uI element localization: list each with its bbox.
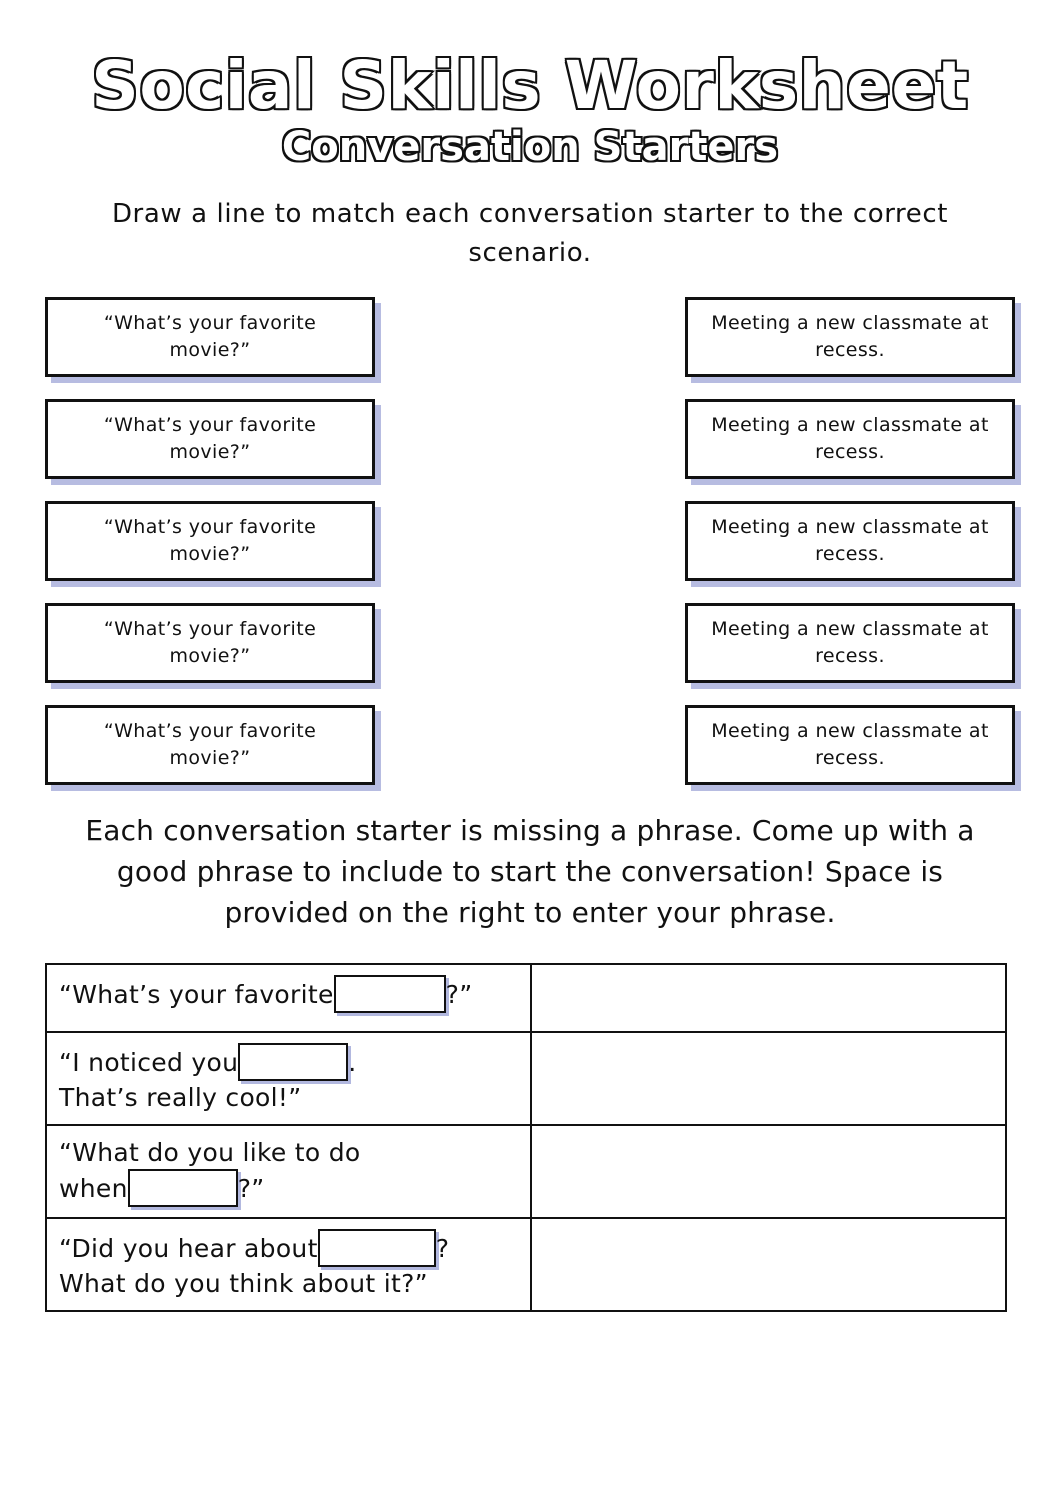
table-row bbox=[46, 1125, 1006, 1218]
table-row bbox=[46, 1218, 1006, 1311]
match-box-right[interactable]: Meeting a new classmate at recess. bbox=[685, 399, 1015, 479]
table-row bbox=[46, 1032, 1006, 1125]
matching-instructions: Draw a line to match each conversation starter to the correct scenario. bbox=[111, 199, 949, 269]
match-box-left[interactable]: “What’s your favorite movie?” bbox=[45, 501, 375, 581]
prompt-text-after: ?” bbox=[445, 980, 473, 1010]
prompt-line bbox=[59, 975, 518, 1013]
match-box-right[interactable]: Meeting a new classmate at recess. bbox=[685, 297, 1015, 377]
matching-right-column bbox=[685, 297, 1015, 785]
prompt-cell bbox=[46, 1218, 531, 1311]
blank-field[interactable] bbox=[334, 975, 446, 1013]
prompt-text-after: ? bbox=[435, 1234, 450, 1264]
prompt-cell bbox=[46, 1032, 531, 1125]
prompt-text-after: . bbox=[348, 1048, 357, 1078]
match-box-right[interactable]: Meeting a new classmate at recess. bbox=[685, 501, 1015, 581]
prompt-second-line: That’s really cool!” bbox=[59, 1083, 302, 1113]
answer-cell[interactable] bbox=[531, 1125, 1006, 1218]
prompt-line bbox=[59, 1169, 518, 1207]
prompt-text-before: “Did you hear about bbox=[59, 1234, 318, 1264]
prompt-line bbox=[59, 1229, 518, 1267]
prompt-text-before: when bbox=[59, 1174, 128, 1204]
match-box-right[interactable]: Meeting a new classmate at recess. bbox=[685, 603, 1015, 683]
table-row bbox=[46, 964, 1006, 1032]
prompt-cell bbox=[46, 1125, 531, 1218]
blank-field[interactable] bbox=[128, 1169, 238, 1207]
fill-in-instructions: Each conversation starter is missing a phrase. Come up with a good phrase to include to start the conversation! Space is provided on the right to enter your phrase. bbox=[85, 814, 975, 929]
answer-cell[interactable] bbox=[531, 1218, 1006, 1311]
blank-field[interactable] bbox=[318, 1229, 436, 1267]
fill-in-table bbox=[45, 963, 1007, 1312]
match-box-left[interactable]: “What’s your favorite movie?” bbox=[45, 603, 375, 683]
prompt-line bbox=[59, 1043, 518, 1081]
page-title: Social Skills Worksheet bbox=[91, 47, 969, 124]
blank-field[interactable] bbox=[238, 1043, 348, 1081]
prompt-text-before: “I noticed you bbox=[59, 1048, 239, 1078]
match-box-left[interactable]: “What’s your favorite movie?” bbox=[45, 399, 375, 479]
prompt-second-line: What do you think about it?” bbox=[59, 1269, 428, 1299]
page-subtitle: Conversation Starters bbox=[281, 124, 779, 171]
prompt-text-after: ?” bbox=[237, 1174, 265, 1204]
match-box-left[interactable]: “What’s your favorite movie?” bbox=[45, 705, 375, 785]
title-block bbox=[45, 47, 1015, 171]
matching-activity bbox=[45, 297, 1015, 785]
match-box-left[interactable]: “What’s your favorite movie?” bbox=[45, 297, 375, 377]
prompt-first-line: “What do you like to do bbox=[59, 1138, 361, 1168]
prompt-cell bbox=[46, 964, 531, 1032]
answer-cell[interactable] bbox=[531, 1032, 1006, 1125]
matching-left-column bbox=[45, 297, 375, 785]
answer-cell[interactable] bbox=[531, 964, 1006, 1032]
prompt-text-before: “What’s your favorite bbox=[59, 980, 334, 1010]
match-box-right[interactable]: Meeting a new classmate at recess. bbox=[685, 705, 1015, 785]
